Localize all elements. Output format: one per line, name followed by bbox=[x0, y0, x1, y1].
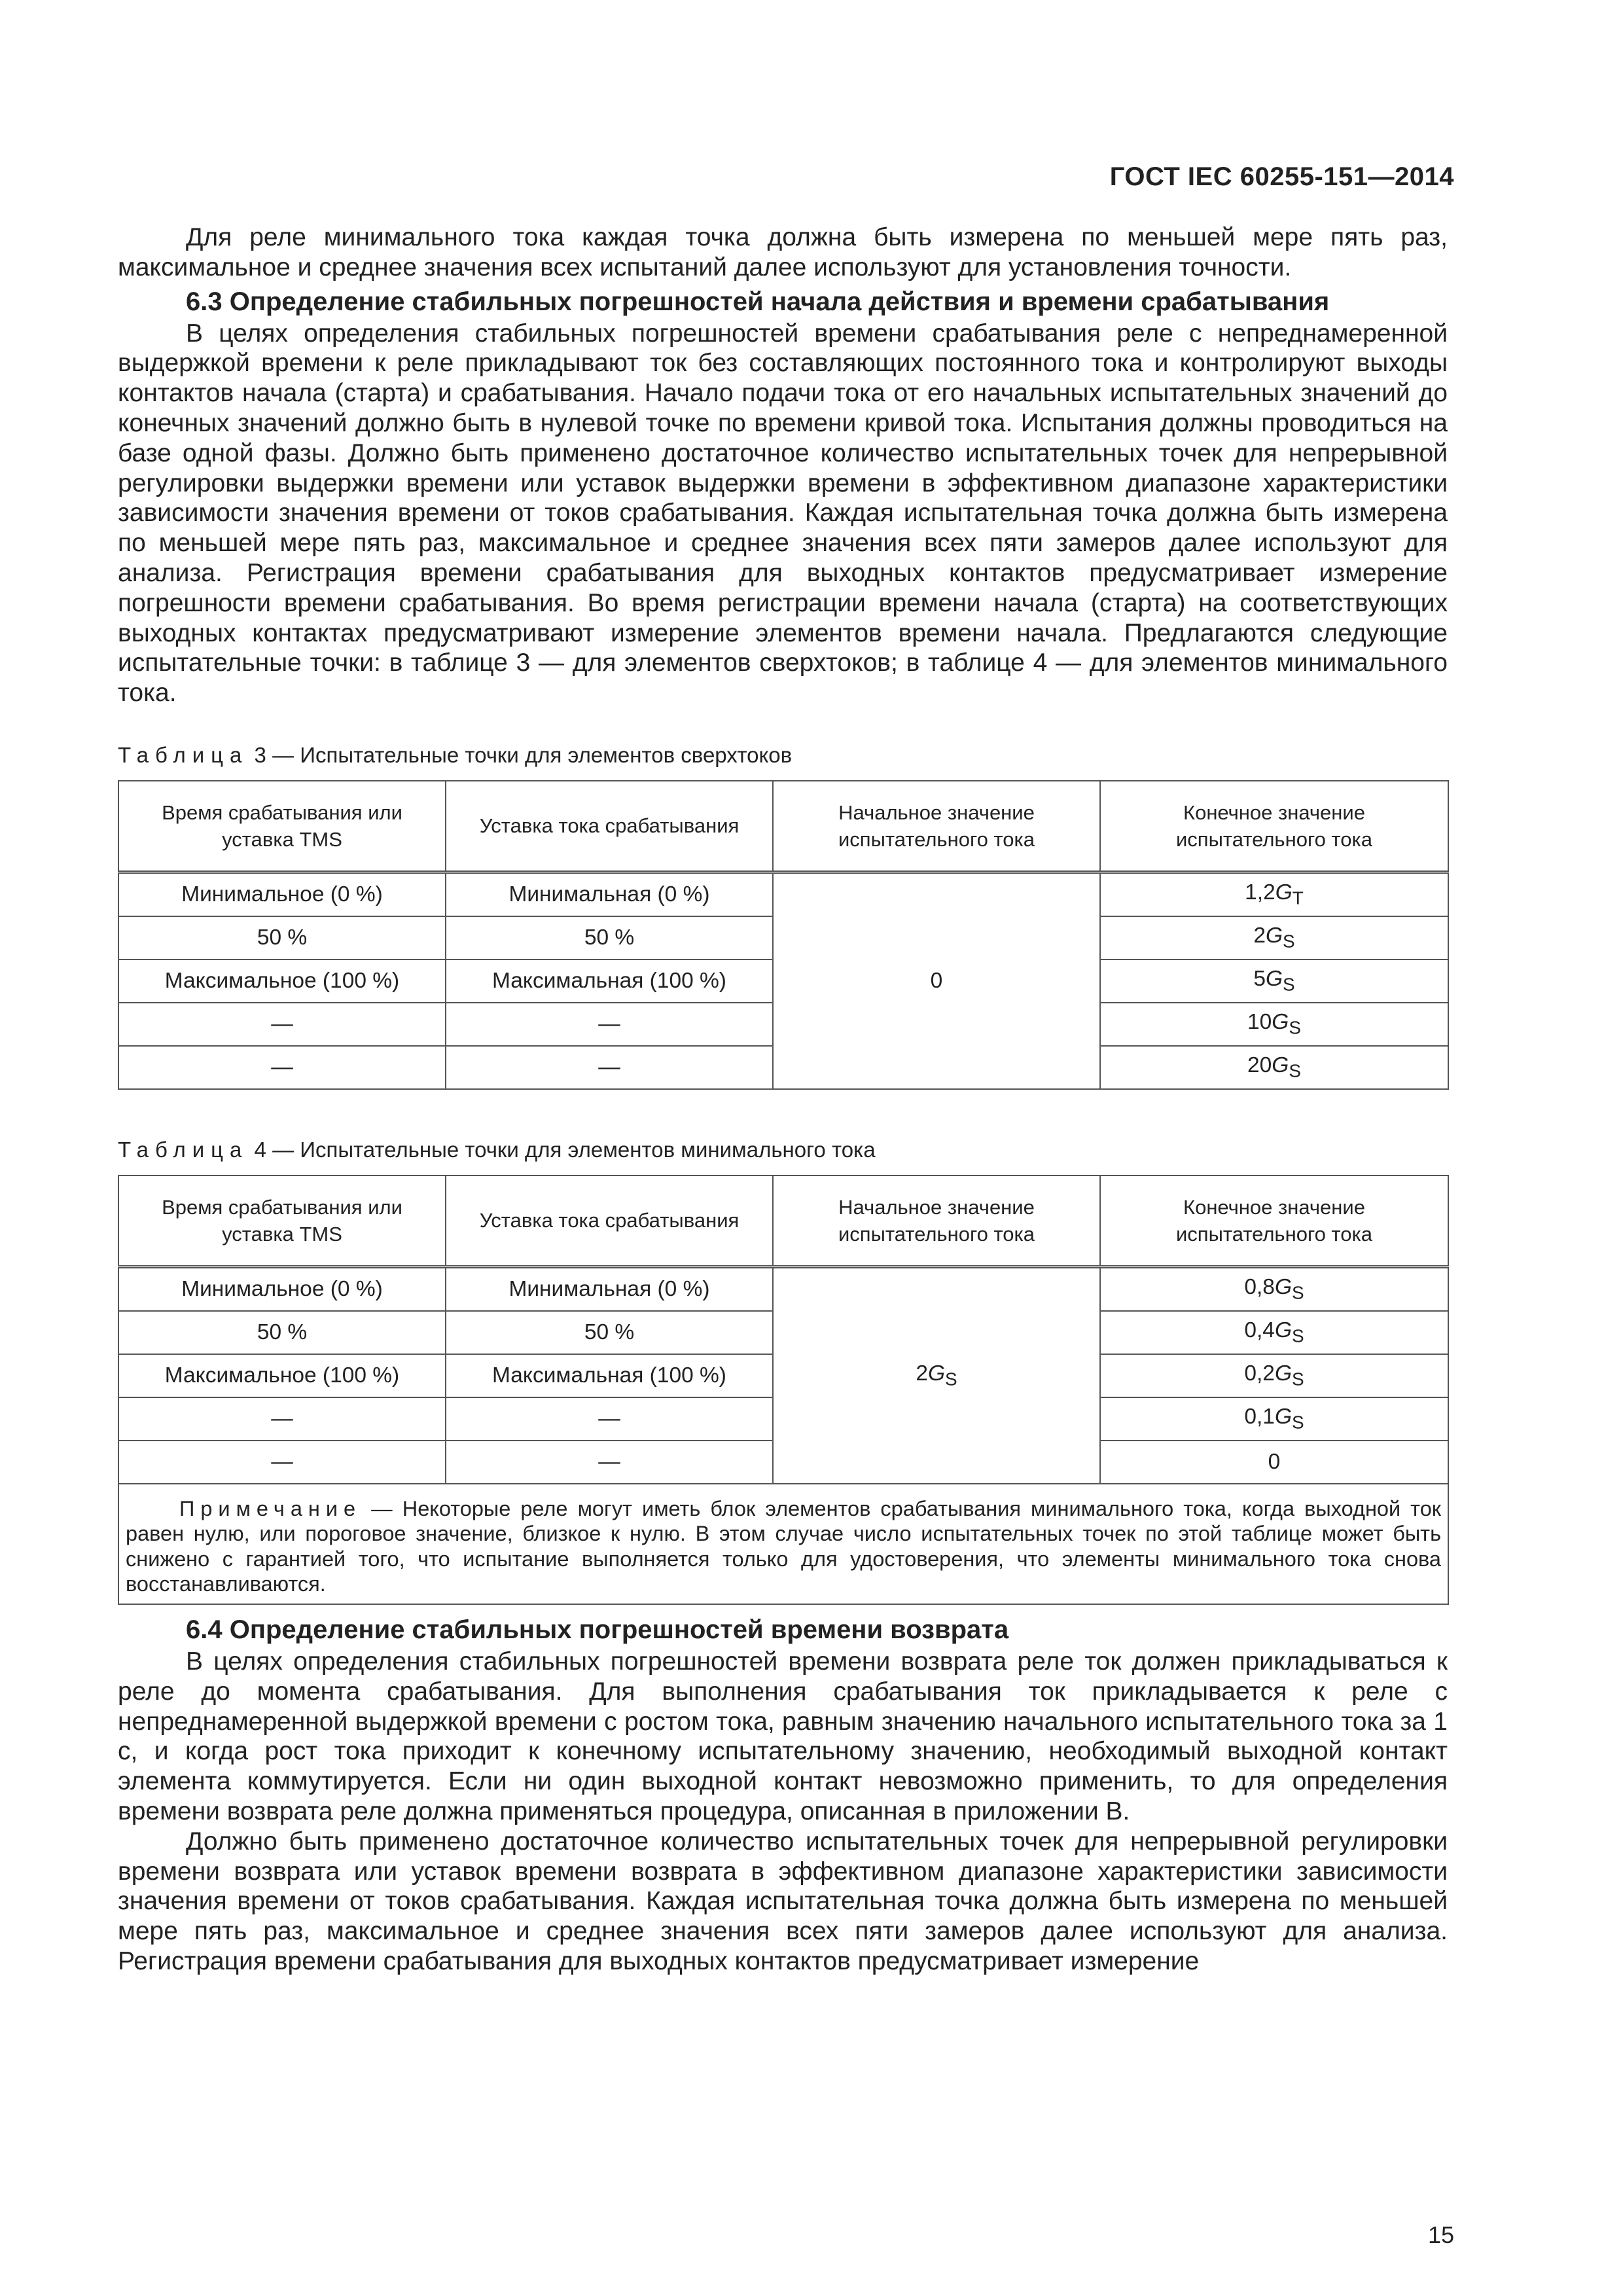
table-cell: Максимальная (100 %) bbox=[446, 960, 773, 1003]
table-cell bbox=[1100, 1397, 1448, 1441]
value-number: 5 bbox=[1253, 967, 1266, 992]
table-cell: Минимальная (0 %) bbox=[446, 872, 773, 916]
value-number: 0,2 bbox=[1244, 1361, 1275, 1386]
value-number: 10 bbox=[1247, 1010, 1272, 1035]
table3-header-cell: Начальное значение испытательного тока bbox=[773, 781, 1100, 872]
value-symbol: G bbox=[1272, 1010, 1289, 1035]
value-number: 2 bbox=[1253, 924, 1266, 948]
table-cell bbox=[1100, 1266, 1448, 1311]
value-symbol: G bbox=[927, 1361, 946, 1386]
table4-header-cell: Конечное значение испытательного тока bbox=[1100, 1175, 1448, 1267]
page-content bbox=[118, 223, 1448, 1977]
table-cell: — bbox=[446, 1003, 773, 1046]
table4 bbox=[118, 1175, 1449, 1605]
table-cell: 50 % bbox=[118, 1311, 446, 1354]
value-number: 0 bbox=[1268, 1449, 1281, 1474]
table-cell: 50 % bbox=[446, 1311, 773, 1354]
value-subscript: S bbox=[1292, 1282, 1304, 1303]
value-subscript: S bbox=[1292, 1325, 1304, 1346]
table3-caption-prefix: Таблица bbox=[118, 742, 249, 767]
table-cell: Максимальное (100 %) bbox=[118, 960, 446, 1003]
table-row bbox=[118, 872, 1448, 916]
table4-caption-text: 4 — Испытательные точки для элементов минимального тока bbox=[248, 1137, 876, 1162]
page-number: 15 bbox=[1427, 2221, 1454, 2248]
table-cell bbox=[1100, 1354, 1448, 1397]
value-subscript: S bbox=[1283, 974, 1295, 995]
table-cell: 50 % bbox=[118, 916, 446, 960]
value-symbol: G bbox=[1265, 924, 1283, 948]
table-cell bbox=[1100, 872, 1448, 916]
table-cell bbox=[1100, 1441, 1448, 1484]
table4-header-cell: Время срабатывания или уставка TMS bbox=[118, 1175, 446, 1267]
value-number: 2 bbox=[916, 1361, 928, 1386]
note-label: Примечание bbox=[179, 1496, 362, 1520]
table-cell: — bbox=[446, 1441, 773, 1484]
table4-start-value bbox=[773, 1266, 1100, 1484]
value-subscript: S bbox=[1289, 1060, 1301, 1081]
document-code: ГОСТ IEC 60255-151—2014 bbox=[1109, 162, 1454, 191]
table-row bbox=[118, 1266, 1448, 1311]
value-subscript: S bbox=[1289, 1017, 1301, 1038]
table3-caption-text: 3 — Испытательные точки для элементов сверхтоков bbox=[248, 742, 793, 767]
value-symbol: G bbox=[1265, 967, 1283, 992]
value-symbol: G bbox=[1274, 1318, 1292, 1343]
table3-header-row bbox=[118, 781, 1448, 872]
value-number: 20 bbox=[1247, 1053, 1272, 1078]
value-subscript: S bbox=[1292, 1412, 1304, 1433]
value-subscript: S bbox=[1292, 1369, 1304, 1390]
table4-note-row bbox=[118, 1484, 1448, 1604]
table-cell: — bbox=[118, 1397, 446, 1441]
section-6-4-paragraph-1: В целях определения стабильных погрешностей времени возврата реле ток должен прикладываться к реле до момента срабатывания. Для выполнения срабатывания ток прикладывается к реле с непреднамеренной выдержкой времени с ростом тока, равным значению начального испытательного тока за 1 с, и когда рост тока приходит к конечному испытательному значению, необходимый выходной контакт элемента коммутируется. Если ни один выходной контакт невозможно применить, то для определения времени возврата реле должна применяться процедура, описанная в приложении В. bbox=[118, 1647, 1448, 1825]
value-symbol: G bbox=[1274, 1275, 1292, 1300]
table-cell bbox=[1100, 1046, 1448, 1089]
intro-paragraph: Для реле минимального тока каждая точка должна быть измерена по меньшей мере пять раз, максимальное и среднее значения всех испытаний далее используют для установления точности. bbox=[118, 223, 1448, 281]
table-cell: Минимальная (0 %) bbox=[446, 1266, 773, 1311]
section-6-4-title: 6.4 Определение стабильных погрешностей времени возврата bbox=[186, 1615, 1009, 1644]
value-subscript: S bbox=[945, 1369, 957, 1390]
table4-header-row bbox=[118, 1175, 1448, 1267]
value-number: 0,1 bbox=[1244, 1405, 1275, 1429]
table-cell: — bbox=[118, 1046, 446, 1089]
section-6-3-paragraph: В целях определения стабильных погрешностей времени срабатывания реле с непреднамеренной выдержкой времени к реле прикладывают ток без составляющих постоянного тока и контролируют выходы контактов начала (старта) и срабатывания. Начало подачи тока от его начальных испытательных значений до конечных значений должно быть в нулевой точке по времени кривой тока. Испытания должны проводиться на базе одной фазы. Должно быть применено достаточное количество испытательных точек для непрерывной регулировки выдержки времени или уставок выдержки времени в эффективном диапазоне характеристики зависимости значения времени от токов срабатывания. Каждая испытательная точка должна быть измерена по меньшей мере пять раз, максимальное и среднее значения всех пяти замеров далее используют для анализа. Регистрация времени срабатывания для выходных контактов предусматривает измерение погрешности времени срабатывания. Во время регистрации времени начала (старта) на соответствующих выходных контактах предусматривают измерение элементов времени начала. Предлагаются следующие испытательные точки: в таблице 3 — для элементов сверхтоков; в таблице 4 — для элементов минимального тока. bbox=[118, 319, 1448, 708]
table-cell: Минимальное (0 %) bbox=[118, 872, 446, 916]
table-cell: — bbox=[446, 1397, 773, 1441]
table-cell: 50 % bbox=[446, 916, 773, 960]
value-symbol: G bbox=[1275, 880, 1293, 905]
table-cell bbox=[1100, 1311, 1448, 1354]
value-symbol: G bbox=[1274, 1405, 1292, 1429]
value-symbol: G bbox=[1274, 1361, 1292, 1386]
value-symbol: G bbox=[1272, 1053, 1289, 1078]
value-number: 1,2 bbox=[1245, 880, 1275, 905]
table4-header-cell: Уставка тока срабатывания bbox=[446, 1175, 773, 1267]
table-cell bbox=[1100, 916, 1448, 960]
table4-header-cell: Начальное значение испытательного тока bbox=[773, 1175, 1100, 1267]
table-cell: Минимальное (0 %) bbox=[118, 1266, 446, 1311]
section-6-3-title: 6.3 Определение стабильных погрешностей начала действия и времени срабатывания bbox=[186, 287, 1330, 316]
value-number: 0,4 bbox=[1244, 1318, 1275, 1343]
table-cell: — bbox=[446, 1046, 773, 1089]
table3-header-cell: Уставка тока срабатывания bbox=[446, 781, 773, 872]
table-cell: — bbox=[118, 1441, 446, 1484]
table3-header-cell: Конечное значение испытательного тока bbox=[1100, 781, 1448, 872]
value-subscript: S bbox=[1283, 931, 1295, 952]
table3-caption bbox=[118, 742, 1448, 768]
table3-header-cell: Время срабатывания или уставка TMS bbox=[118, 781, 446, 872]
table4-caption-prefix: Таблица bbox=[118, 1137, 249, 1162]
value-number: 0,8 bbox=[1244, 1275, 1275, 1300]
section-6-4-paragraph-2: Должно быть применено достаточное количество испытательных точек для непрерывной регулировки времени возврата или уставок времени возврата в эффективном диапазоне характеристики зависимости значения времени от токов срабатывания. Каждая испытательная точка должна быть измерена по меньшей мере пять раз, максимальное и среднее значения всех пяти замеров далее используют для анализа. Регистрация времени срабатывания для выходных контактов предусматривает измерение bbox=[118, 1827, 1448, 1975]
table4-caption bbox=[118, 1137, 1448, 1163]
value-subscript: T bbox=[1292, 888, 1304, 908]
table-cell: Максимальное (100 %) bbox=[118, 1354, 446, 1397]
table4-note bbox=[118, 1484, 1448, 1604]
table-cell: — bbox=[118, 1003, 446, 1046]
table-cell bbox=[1100, 1003, 1448, 1046]
note-text: — Некоторые реле могут иметь блок элементов срабатывания минимального тока, когда выходной ток равен нулю, или пороговое значение, близкое к нулю. В этом случае число испытательных точек по этой таблице может быть снижено с гарантией того, что испытание выполняется только для удостоверения, что элементы минимального тока снова восстанавливаются. bbox=[126, 1496, 1441, 1596]
table3 bbox=[118, 780, 1449, 1090]
table-cell bbox=[1100, 960, 1448, 1003]
table-cell: Максимальная (100 %) bbox=[446, 1354, 773, 1397]
table3-start-value: 0 bbox=[773, 872, 1100, 1089]
